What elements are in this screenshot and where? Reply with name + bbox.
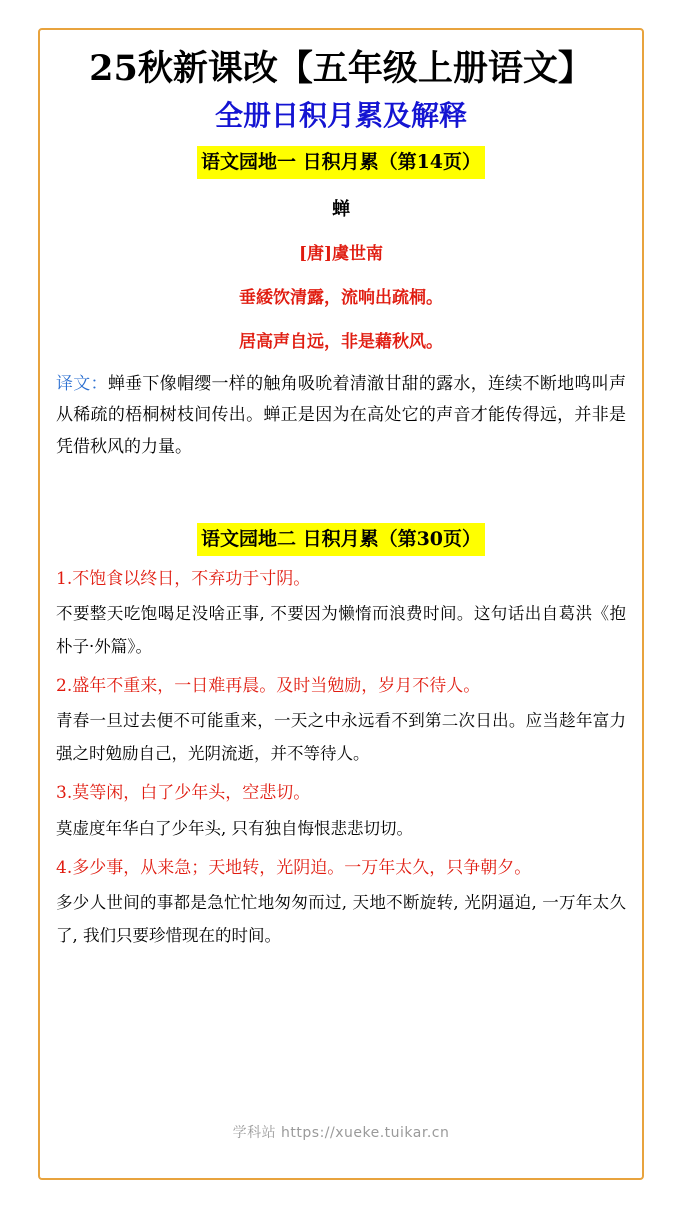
section-heading-2-label: 语文园地二 日积月累（第30页） — [197, 523, 485, 556]
watermark: 学科站 https://xueke.tuikar.cn — [232, 1125, 450, 1141]
entry-1-explain: 不要整天吃饱喝足没啥正事, 不要因为懒惰而浪费时间。这句话出自葛洪《抱朴子·外篇》。 — [56, 604, 626, 656]
entry-3-quote: 3.莫等闲，白了少年头，空悲切。 — [56, 782, 311, 803]
entry-1-quote: 1.不饱食以终日，不弃功于寸阴。 — [56, 568, 311, 589]
section-heading-1 — [56, 146, 626, 179]
poem-line-2: 居高声自远，非是藉秋风。 — [239, 331, 443, 352]
poem-line-1: 垂緌饮清露，流响出疏桐。 — [239, 287, 443, 308]
page-content — [40, 30, 642, 952]
poem-title: 蝉 — [332, 198, 350, 220]
poem-author: [唐]虞世南 — [298, 243, 384, 264]
translation-text: 蝉垂下像帽缨一样的触角吸吮着清澈甘甜的露水，连续不断地鸣叫声从稀疏的梧桐树枝间传出。蝉正是因为在高处它的声音才能传得远，并非是凭借秋风的力量。 — [56, 373, 626, 457]
entry-4-explain: 多少人世间的事都是急忙忙地匆匆而过, 天地不断旋转, 光阴逼迫, 一万年太久了, 我们只要珍惜现在的时间。 — [56, 893, 626, 945]
entry-2-explain: 青春一旦过去便不可能重来，一天之中永远看不到第二次日出。应当趁年富力强之时勉励自己，光阴流逝，并不等待人。 — [56, 711, 626, 763]
page-subtitle: 全册日积月累及解释 — [214, 98, 467, 132]
section-heading-2 — [56, 523, 626, 556]
page-title: 25秋新课改【五年级上册语文】 — [89, 48, 593, 89]
entry-4-quote: 4.多少事，从来急；天地转，光阴迫。一万年太久，只争朝夕。 — [56, 857, 532, 878]
document-page — [38, 28, 644, 1180]
entry-2-quote: 2.盛年不重来，一日难再晨。及时当勉励，岁月不待人。 — [56, 675, 481, 696]
section-heading-1-label: 语文园地一 日积月累（第14页） — [197, 146, 485, 179]
translation-label: 译文： — [56, 373, 108, 394]
entry-3-explain: 莫虚度年华白了少年头, 只有独自悔恨悲悲切切。 — [56, 818, 413, 838]
section-spacer — [56, 463, 626, 509]
translation-paragraph — [56, 369, 626, 463]
